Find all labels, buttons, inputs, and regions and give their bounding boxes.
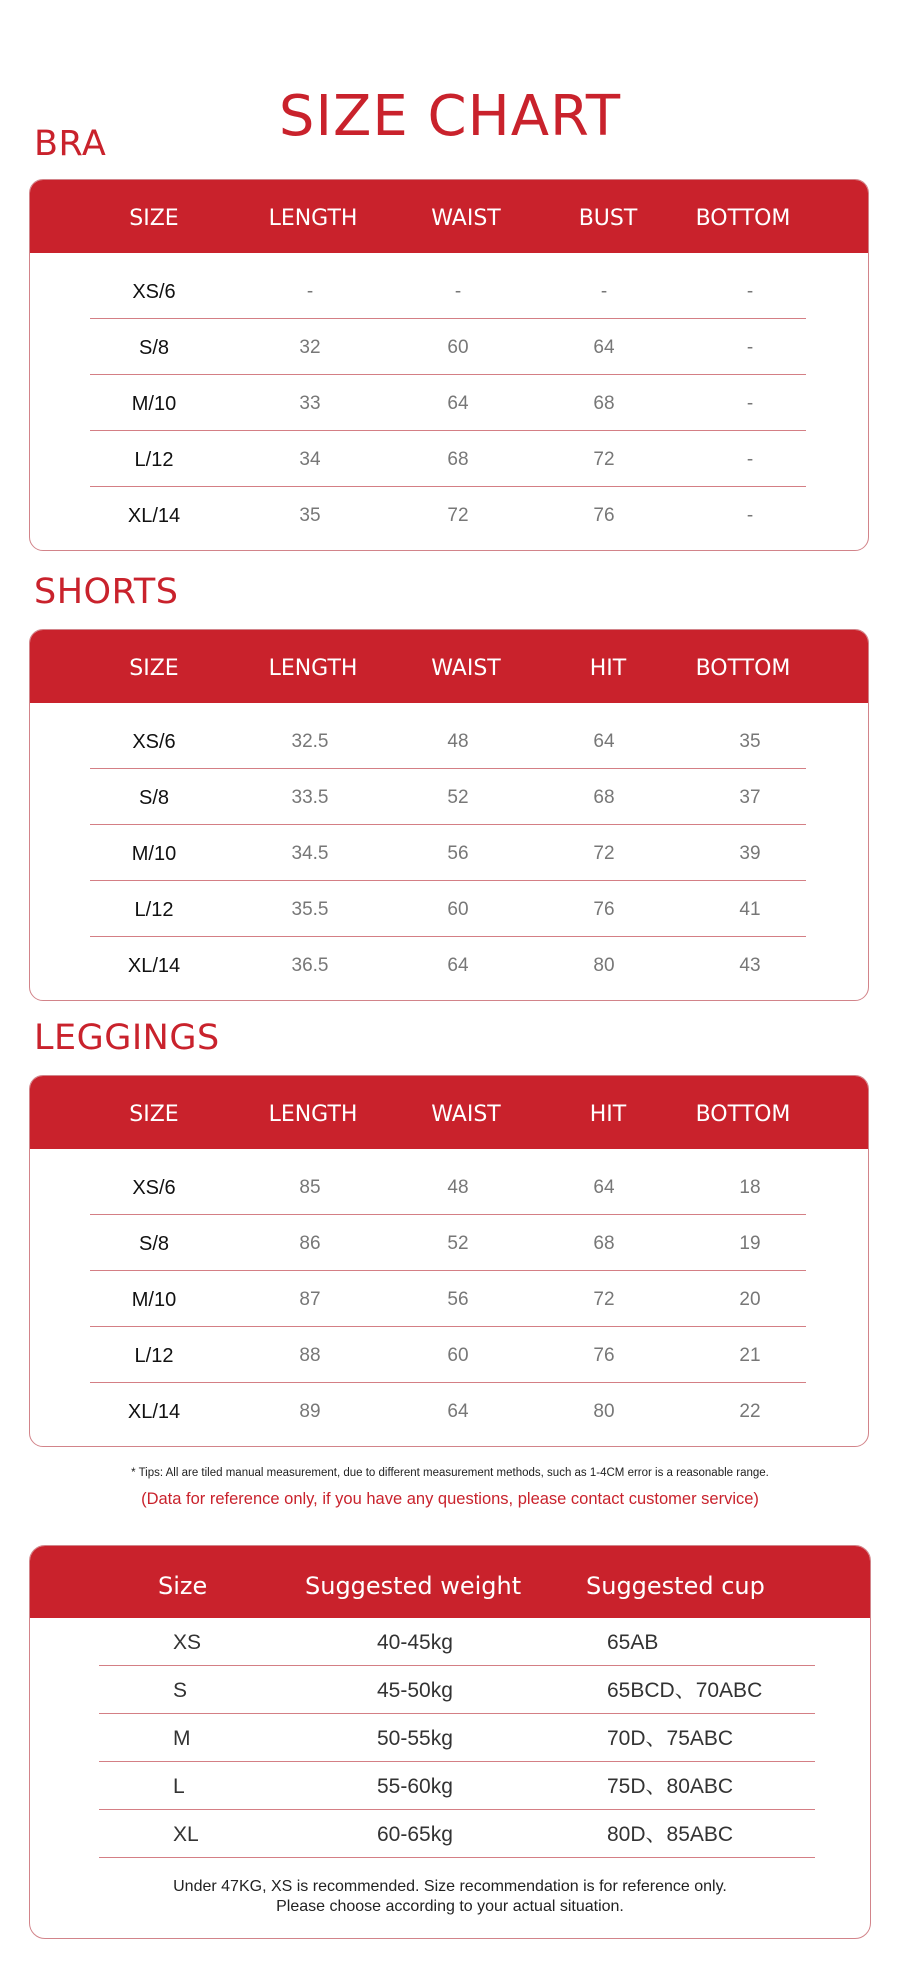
table-row [99, 1762, 815, 1810]
table-row [90, 431, 806, 487]
value-cell: 34 [299, 449, 321, 470]
table-row [90, 881, 806, 937]
header-cell: WAIST [431, 1102, 501, 1127]
value-cell: 22 [739, 1401, 761, 1422]
section-title-bra: BRA [34, 124, 107, 164]
value-cell: 21 [739, 1345, 761, 1366]
size-cell: S/8 [138, 1233, 170, 1255]
recommendation-note [30, 1877, 870, 1917]
value-cell: - [454, 281, 462, 302]
weight-cell: 40-45kg [377, 1631, 453, 1654]
value-cell: 72 [593, 449, 615, 470]
table-row [90, 769, 806, 825]
bra-size-table [29, 179, 869, 551]
value-cell: 48 [447, 1177, 469, 1198]
cup-cell: 65AB [607, 1631, 659, 1654]
value-cell: 41 [739, 899, 761, 920]
size-cell: S/8 [138, 787, 170, 809]
value-cell: 68 [593, 1233, 615, 1254]
value-cell: 68 [593, 393, 615, 414]
value-cell: 39 [739, 843, 761, 864]
value-cell: - [746, 337, 754, 358]
value-cell: 33 [299, 393, 321, 414]
table-row [90, 937, 806, 993]
value-cell: 60 [447, 337, 469, 358]
value-cell: 36.5 [291, 955, 329, 976]
value-cell: 19 [739, 1233, 761, 1254]
value-cell: 88 [299, 1345, 321, 1366]
value-cell: 35.5 [291, 899, 329, 920]
header-cell: BOTTOM [695, 206, 791, 231]
value-cell: 32.5 [291, 731, 329, 752]
table-row [90, 375, 806, 431]
size-cell: M/10 [131, 393, 177, 415]
value-cell: - [746, 393, 754, 414]
value-cell: 56 [447, 1289, 469, 1310]
value-cell: 68 [593, 787, 615, 808]
value-cell: 64 [593, 731, 615, 752]
header-cell: Size [158, 1572, 208, 1600]
table-row [90, 1271, 806, 1327]
value-cell: - [746, 281, 754, 302]
table-header [30, 630, 868, 703]
value-cell: 64 [593, 1177, 615, 1198]
reference-note: (Data for reference only, if you have any questions, please contact customer service) [141, 1490, 759, 1508]
value-cell: - [746, 449, 754, 470]
cup-cell: 70D、75ABC [607, 1727, 734, 1750]
value-cell: - [306, 281, 314, 302]
cup-cell: 75D、80ABC [607, 1775, 734, 1798]
size-cell: XS/6 [132, 731, 176, 753]
header-cell: BOTTOM [695, 656, 791, 681]
value-cell: 52 [447, 787, 469, 808]
header-cell: LENGTH [268, 656, 358, 681]
value-cell: 32 [299, 337, 321, 358]
table-row [90, 319, 806, 375]
header-cell: Suggested cup [586, 1572, 765, 1600]
value-cell: - [746, 505, 754, 526]
size-cell: M/10 [131, 1289, 177, 1311]
size-cell: M/10 [131, 843, 177, 865]
header-cell: SIZE [129, 206, 179, 231]
weight-cell: 45-50kg [377, 1679, 453, 1702]
value-cell: 80 [593, 955, 615, 976]
table-row [90, 1383, 806, 1439]
value-cell: 56 [447, 843, 469, 864]
size-cell: XL [173, 1823, 199, 1846]
table-row [99, 1810, 815, 1858]
header-cell: BOTTOM [695, 1102, 791, 1127]
size-recommendation-table [29, 1545, 871, 1939]
value-cell: 80 [593, 1401, 615, 1422]
header-cell: HIT [589, 1102, 627, 1127]
value-cell: 85 [299, 1177, 321, 1198]
value-cell: 72 [593, 843, 615, 864]
table-row [90, 713, 806, 769]
value-cell: 18 [739, 1177, 761, 1198]
table-row [90, 263, 806, 319]
value-cell: 86 [299, 1233, 321, 1254]
value-cell: 72 [447, 505, 469, 526]
table-row [99, 1618, 815, 1666]
header-cell: SIZE [129, 656, 179, 681]
header-cell: BUST [578, 206, 638, 231]
weight-cell: 50-55kg [377, 1727, 453, 1750]
leggings-size-table [29, 1075, 869, 1447]
value-cell: 76 [593, 505, 615, 526]
size-cell: S [173, 1679, 188, 1702]
value-cell: 72 [593, 1289, 615, 1310]
value-cell: 48 [447, 731, 469, 752]
size-cell: L/12 [134, 449, 174, 471]
table-row [90, 487, 806, 543]
value-cell: 76 [593, 899, 615, 920]
size-cell: XS/6 [132, 281, 176, 303]
header-cell: LENGTH [268, 1102, 358, 1127]
value-cell: 64 [447, 1401, 469, 1422]
value-cell: 68 [447, 449, 469, 470]
header-cell: LENGTH [268, 206, 358, 231]
value-cell: 52 [447, 1233, 469, 1254]
value-cell: 87 [299, 1289, 321, 1310]
header-cell: HIT [589, 656, 627, 681]
size-cell: S/8 [138, 337, 170, 359]
size-cell: XL/14 [127, 1401, 181, 1423]
value-cell: 64 [447, 393, 469, 414]
value-cell: 76 [593, 1345, 615, 1366]
size-cell: L/12 [134, 1345, 174, 1367]
size-cell: XS/6 [132, 1177, 176, 1199]
value-cell: 64 [593, 337, 615, 358]
value-cell: 89 [299, 1401, 321, 1422]
table-row [99, 1666, 815, 1714]
table-row [99, 1714, 815, 1762]
size-cell: XL/14 [127, 955, 181, 977]
size-cell: M [173, 1727, 191, 1750]
size-cell: L/12 [134, 899, 174, 921]
value-cell: 20 [739, 1289, 761, 1310]
value-cell: 64 [447, 955, 469, 976]
value-cell: 37 [739, 787, 761, 808]
recommendation-note-line-2: Please choose according to your actual situation. [276, 1898, 624, 1915]
table-header [30, 1546, 870, 1618]
section-title-leggings: LEGGINGS [34, 1018, 220, 1058]
cup-cell: 80D、85ABC [607, 1823, 734, 1846]
header-cell: Suggested weight [305, 1572, 522, 1600]
value-cell: 33.5 [291, 787, 329, 808]
size-cell: XL/14 [127, 505, 181, 527]
table-header [30, 180, 868, 253]
value-cell: 43 [739, 955, 761, 976]
header-cell: WAIST [431, 656, 501, 681]
value-cell: 35 [739, 731, 761, 752]
section-title-shorts: SHORTS [34, 572, 179, 612]
header-cell: SIZE [129, 1102, 179, 1127]
page-title: SIZE CHART [278, 83, 622, 149]
table-header [30, 1076, 868, 1149]
table-row [90, 1215, 806, 1271]
recommendation-note-line-1: Under 47KG, XS is recommended. Size recommendation is for reference only. [173, 1878, 727, 1895]
table-row [90, 1327, 806, 1383]
table-row [90, 1159, 806, 1215]
size-cell: XS [173, 1631, 202, 1654]
value-cell: 35 [299, 505, 321, 526]
weight-cell: 60-65kg [377, 1823, 453, 1846]
weight-cell: 55-60kg [377, 1775, 453, 1798]
value-cell: 60 [447, 1345, 469, 1366]
header-cell: WAIST [431, 206, 501, 231]
measurement-tips: * Tips: All are tiled manual measurement, due to different measurement methods, such as 1-4CM error is a reasonable range. [131, 1467, 769, 1479]
size-cell: L [173, 1775, 185, 1798]
value-cell: - [600, 281, 608, 302]
value-cell: 60 [447, 899, 469, 920]
cup-cell: 65BCD、70ABC [607, 1679, 763, 1702]
shorts-size-table [29, 629, 869, 1001]
table-row [90, 825, 806, 881]
value-cell: 34.5 [291, 843, 329, 864]
